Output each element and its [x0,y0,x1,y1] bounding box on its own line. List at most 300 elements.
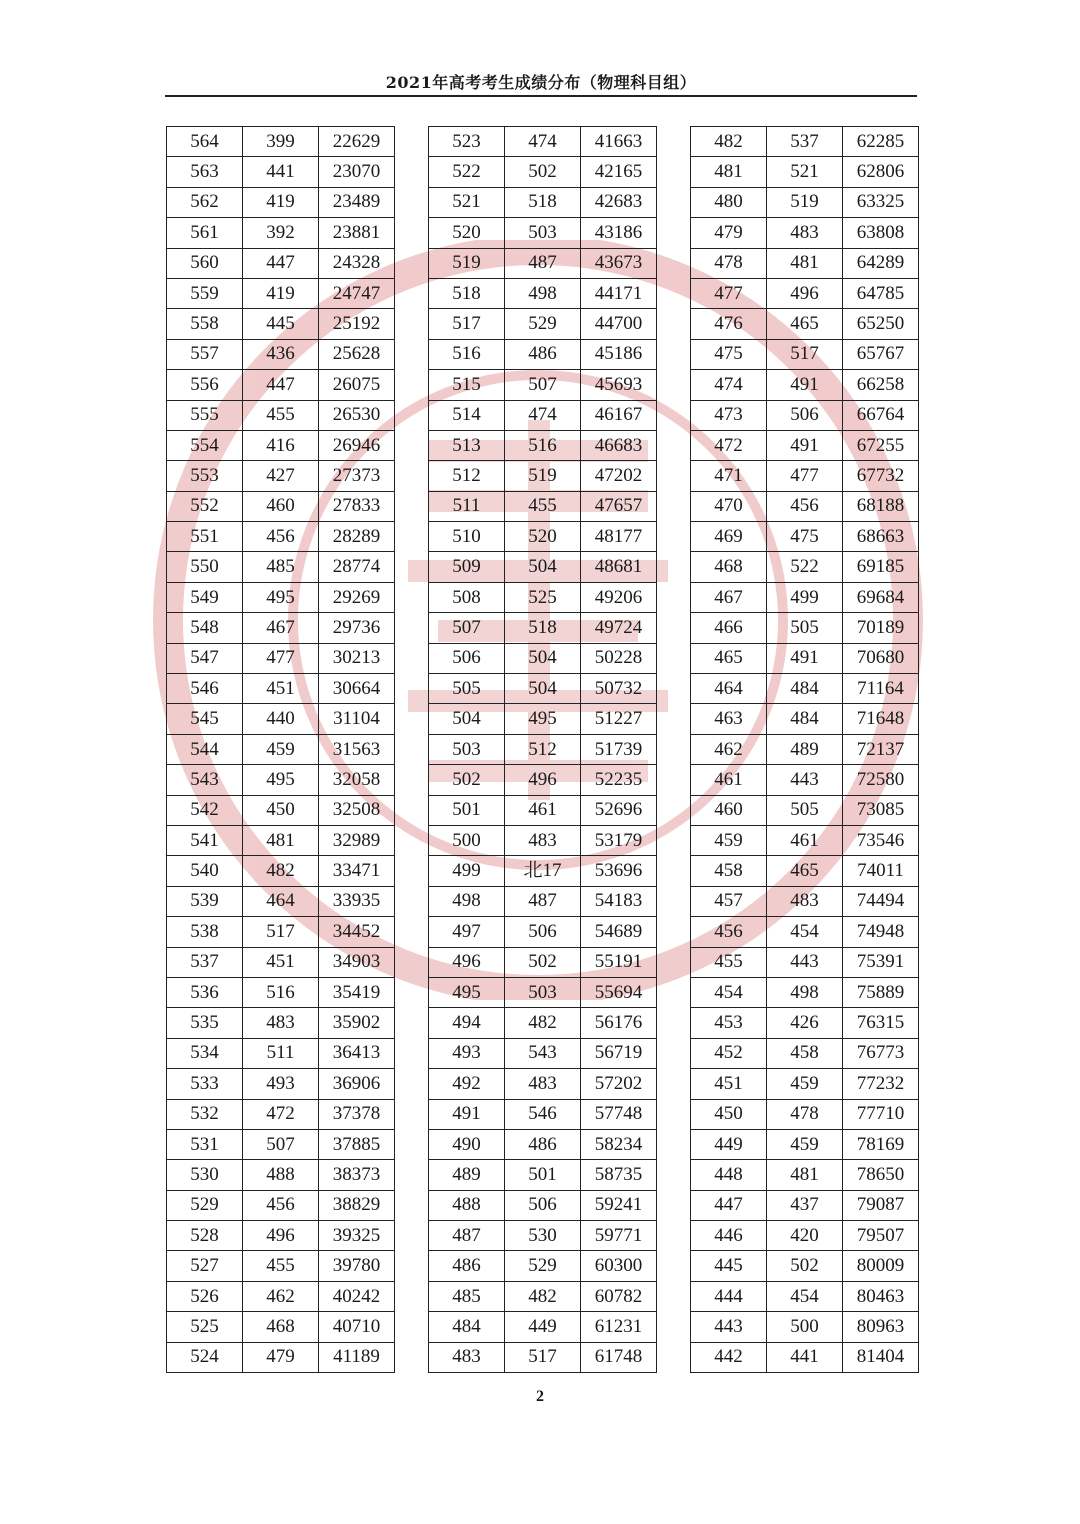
table-row [167,127,395,157]
score-cell: 561 [167,218,243,248]
score-cell: 507 [429,613,505,643]
table-row [429,643,657,673]
table-row [167,643,395,673]
score-cell: 532 [167,1099,243,1129]
count-cell: 504 [505,552,581,582]
table-row [429,765,657,795]
count-cell: 483 [505,825,581,855]
cumulative-cell: 27833 [319,491,395,521]
cumulative-cell: 38373 [319,1160,395,1190]
table-row [691,1129,919,1159]
cumulative-cell: 78169 [843,1129,919,1159]
table-row [429,522,657,552]
cumulative-cell: 26075 [319,370,395,400]
count-cell: 419 [243,278,319,308]
count-cell: 506 [505,917,581,947]
score-cell: 534 [167,1038,243,1068]
cumulative-cell: 58735 [581,1160,657,1190]
score-cell: 548 [167,613,243,643]
cumulative-cell: 22629 [319,127,395,157]
count-cell: 517 [243,917,319,947]
score-cell: 516 [429,339,505,369]
score-cell: 542 [167,795,243,825]
cumulative-cell: 60782 [581,1281,657,1311]
table-row [429,856,657,886]
cumulative-cell: 78650 [843,1160,919,1190]
table-row [429,1008,657,1038]
score-cell: 500 [429,825,505,855]
score-cell: 448 [691,1160,767,1190]
count-cell: 517 [505,1342,581,1372]
score-cell: 486 [429,1251,505,1281]
score-cell: 459 [691,825,767,855]
table-row [691,613,919,643]
count-cell: 486 [505,339,581,369]
score-cell: 538 [167,917,243,947]
score-cell: 520 [429,218,505,248]
cumulative-cell: 35902 [319,1008,395,1038]
cumulative-cell: 45186 [581,339,657,369]
cumulative-cell: 50228 [581,643,657,673]
table-row [691,886,919,916]
cumulative-cell: 79507 [843,1221,919,1251]
header-rule [165,95,917,97]
cumulative-cell: 80009 [843,1251,919,1281]
table-row [167,248,395,278]
cumulative-cell: 43673 [581,248,657,278]
table-row [167,370,395,400]
count-cell: 437 [767,1190,843,1220]
cumulative-cell: 63325 [843,187,919,217]
table-row [691,582,919,612]
score-cell: 535 [167,1008,243,1038]
cumulative-cell: 42165 [581,157,657,187]
score-cell: 536 [167,977,243,1007]
score-cell: 518 [429,278,505,308]
cumulative-cell: 75391 [843,947,919,977]
table-row [691,339,919,369]
cumulative-cell: 53696 [581,856,657,886]
count-cell: 518 [505,613,581,643]
cumulative-cell: 43186 [581,218,657,248]
table-row [429,430,657,460]
table-row [167,734,395,764]
count-cell: 517 [767,339,843,369]
table-row [167,157,395,187]
score-cell: 477 [691,278,767,308]
table-row [167,218,395,248]
score-cell: 511 [429,491,505,521]
cumulative-cell: 48177 [581,522,657,552]
table-row [429,1251,657,1281]
count-cell: 495 [505,704,581,734]
cumulative-cell: 60300 [581,1251,657,1281]
score-cell: 463 [691,704,767,734]
score-cell: 490 [429,1129,505,1159]
cumulative-cell: 56176 [581,1008,657,1038]
cumulative-cell: 72137 [843,734,919,764]
score-cell: 491 [429,1099,505,1129]
cumulative-cell: 77710 [843,1099,919,1129]
table-row [429,1069,657,1099]
count-cell: 482 [505,1281,581,1311]
count-cell: 505 [767,795,843,825]
cumulative-cell: 28289 [319,522,395,552]
cumulative-cell: 45693 [581,370,657,400]
table-row [167,613,395,643]
score-cell: 447 [691,1190,767,1220]
score-cell: 452 [691,1038,767,1068]
cumulative-cell: 34903 [319,947,395,977]
cumulative-cell: 57748 [581,1099,657,1129]
score-cell: 497 [429,917,505,947]
table-row [429,157,657,187]
cumulative-cell: 42683 [581,187,657,217]
cumulative-cell: 55191 [581,947,657,977]
score-cell: 499 [429,856,505,886]
cumulative-cell: 57202 [581,1069,657,1099]
count-cell: 455 [243,1251,319,1281]
cumulative-cell: 64289 [843,248,919,278]
page-title: 2021年高考考生成绩分布（物理科目组） [385,73,697,92]
count-cell: 487 [505,248,581,278]
table-row [691,1038,919,1068]
cumulative-cell: 31563 [319,734,395,764]
cumulative-cell: 62285 [843,127,919,157]
count-cell: 512 [505,734,581,764]
score-cell: 523 [429,127,505,157]
score-cell: 476 [691,309,767,339]
count-cell: 461 [767,825,843,855]
table-row [691,218,919,248]
table-row [429,278,657,308]
count-cell: 537 [767,127,843,157]
score-cell: 508 [429,582,505,612]
count-cell: 503 [505,218,581,248]
score-cell: 444 [691,1281,767,1311]
score-cell: 519 [429,248,505,278]
score-cell: 562 [167,187,243,217]
score-cell: 527 [167,1251,243,1281]
cumulative-cell: 70189 [843,613,919,643]
count-cell: 443 [767,947,843,977]
count-cell: 449 [505,1312,581,1342]
count-cell: 504 [505,674,581,704]
cumulative-cell: 33471 [319,856,395,886]
cumulative-cell: 61748 [581,1342,657,1372]
score-cell: 468 [691,552,767,582]
score-cell: 512 [429,461,505,491]
score-cell: 464 [691,674,767,704]
count-cell: 475 [767,522,843,552]
count-cell: 504 [505,643,581,673]
count-cell: 478 [767,1099,843,1129]
cumulative-cell: 44700 [581,309,657,339]
table-row [167,461,395,491]
score-cell: 551 [167,522,243,552]
table-row [429,309,657,339]
table-row [691,825,919,855]
cumulative-cell: 31104 [319,704,395,734]
count-cell: 506 [767,400,843,430]
count-cell: 530 [505,1221,581,1251]
score-cell: 471 [691,461,767,491]
score-cell: 485 [429,1281,505,1311]
count-cell: 456 [767,491,843,521]
table-row [691,187,919,217]
cumulative-cell: 65250 [843,309,919,339]
count-cell: 519 [767,187,843,217]
score-cell: 547 [167,643,243,673]
count-cell: 481 [767,248,843,278]
count-cell: 487 [505,886,581,916]
score-cell: 498 [429,886,505,916]
cumulative-cell: 80463 [843,1281,919,1311]
cumulative-cell: 36906 [319,1069,395,1099]
cumulative-cell: 63808 [843,218,919,248]
count-cell: 516 [243,977,319,1007]
table-row [429,886,657,916]
cumulative-cell: 53179 [581,825,657,855]
table-row [691,977,919,1007]
cumulative-cell: 23489 [319,187,395,217]
cumulative-cell: 66764 [843,400,919,430]
table-row [429,1099,657,1129]
cumulative-cell: 51227 [581,704,657,734]
count-cell: 506 [505,1190,581,1220]
score-cell: 559 [167,278,243,308]
count-cell: 502 [505,947,581,977]
table-row [691,704,919,734]
count-cell: 495 [243,582,319,612]
cumulative-cell: 49206 [581,582,657,612]
score-cell: 533 [167,1069,243,1099]
table-row [429,552,657,582]
score-table-right [690,126,919,1373]
page-number: 2 [536,1388,544,1405]
score-cell: 501 [429,795,505,825]
cumulative-cell: 40710 [319,1312,395,1342]
score-cell: 472 [691,430,767,460]
score-cell: 544 [167,734,243,764]
count-cell: 477 [767,461,843,491]
table-row [429,1160,657,1190]
cumulative-cell: 32989 [319,825,395,855]
table-row [167,977,395,1007]
table-row [167,552,395,582]
table-row [429,248,657,278]
count-cell: 519 [505,461,581,491]
score-cell: 513 [429,430,505,460]
table-row [429,1221,657,1251]
table-row [167,1190,395,1220]
score-cell: 553 [167,461,243,491]
table-row [167,1099,395,1129]
score-cell: 537 [167,947,243,977]
table-row [167,1008,395,1038]
cumulative-cell: 76773 [843,1038,919,1068]
table-row [429,1281,657,1311]
table-row [429,1038,657,1068]
score-cell: 456 [691,917,767,947]
score-cell: 563 [167,157,243,187]
cumulative-cell: 23881 [319,218,395,248]
table-row [429,400,657,430]
table-row [167,1281,395,1311]
cumulative-cell: 39780 [319,1251,395,1281]
count-cell: 483 [505,1069,581,1099]
table-row [691,1221,919,1251]
cumulative-cell: 29269 [319,582,395,612]
table-row [167,309,395,339]
table-row [691,643,919,673]
score-cell: 492 [429,1069,505,1099]
cumulative-cell: 24747 [319,278,395,308]
table-row [167,1251,395,1281]
cumulative-cell: 74948 [843,917,919,947]
count-cell: 518 [505,187,581,217]
count-cell: 481 [243,825,319,855]
table-row [429,187,657,217]
count-cell: 477 [243,643,319,673]
table-row [691,1160,919,1190]
count-cell: 525 [505,582,581,612]
score-cell: 487 [429,1221,505,1251]
score-cell: 541 [167,825,243,855]
count-cell: 483 [767,886,843,916]
table-row [167,765,395,795]
cumulative-cell: 46683 [581,430,657,460]
cumulative-cell: 52696 [581,795,657,825]
count-cell: 499 [767,582,843,612]
score-cell: 517 [429,309,505,339]
score-cell: 510 [429,522,505,552]
count-cell: 465 [767,856,843,886]
score-cell: 564 [167,127,243,157]
table-row [691,765,919,795]
count-cell: 516 [505,430,581,460]
cumulative-cell: 30664 [319,674,395,704]
cumulative-cell: 69684 [843,582,919,612]
table-row [429,370,657,400]
cumulative-cell: 50732 [581,674,657,704]
table-row [691,552,919,582]
count-cell: 529 [505,1251,581,1281]
count-cell: 491 [767,430,843,460]
score-table-left [166,126,395,1373]
count-cell: 489 [767,734,843,764]
score-table-middle [428,126,657,1373]
score-cell: 522 [429,157,505,187]
table-row [167,1038,395,1068]
count-cell: 419 [243,187,319,217]
table-row [167,1069,395,1099]
table-row [429,582,657,612]
table-row [167,947,395,977]
count-cell: 507 [243,1129,319,1159]
count-cell: 474 [505,127,581,157]
count-cell: 420 [767,1221,843,1251]
table-row [691,917,919,947]
count-cell: 392 [243,218,319,248]
score-cell: 467 [691,582,767,612]
cumulative-cell: 44171 [581,278,657,308]
table-row [429,825,657,855]
table-row [691,157,919,187]
cumulative-cell: 51739 [581,734,657,764]
count-cell: 454 [767,917,843,947]
table-row [429,977,657,1007]
cumulative-cell: 27373 [319,461,395,491]
cumulative-cell: 65767 [843,339,919,369]
cumulative-cell: 36413 [319,1038,395,1068]
count-cell: 505 [767,613,843,643]
cumulative-cell: 26530 [319,400,395,430]
score-cell: 539 [167,886,243,916]
table-row [167,795,395,825]
count-cell: 522 [767,552,843,582]
table-row [691,1008,919,1038]
cumulative-cell: 67255 [843,430,919,460]
cumulative-cell: 81404 [843,1342,919,1372]
score-cell: 461 [691,765,767,795]
score-cell: 449 [691,1129,767,1159]
count-cell: 456 [243,1190,319,1220]
score-cell: 560 [167,248,243,278]
count-cell: 443 [767,765,843,795]
table-row [167,491,395,521]
score-cell: 530 [167,1160,243,1190]
score-cell: 514 [429,400,505,430]
score-cell: 453 [691,1008,767,1038]
cumulative-cell: 28774 [319,552,395,582]
count-cell: 427 [243,461,319,491]
table-row [167,187,395,217]
score-cell: 488 [429,1190,505,1220]
count-cell: 461 [505,795,581,825]
table-row [167,1312,395,1342]
cumulative-cell: 47657 [581,491,657,521]
count-cell: 484 [767,674,843,704]
count-cell: 483 [767,218,843,248]
cumulative-cell: 41189 [319,1342,395,1372]
cumulative-cell: 55694 [581,977,657,1007]
score-cell: 502 [429,765,505,795]
count-cell: 482 [505,1008,581,1038]
cumulative-cell: 68188 [843,491,919,521]
cumulative-cell: 37885 [319,1129,395,1159]
table-row [691,674,919,704]
count-cell: 447 [243,370,319,400]
table-row [691,309,919,339]
score-cell: 484 [429,1312,505,1342]
count-cell: 546 [505,1099,581,1129]
table-row [167,582,395,612]
count-cell: 455 [243,400,319,430]
count-cell: 483 [243,1008,319,1038]
score-cell: 481 [691,157,767,187]
table-row [167,825,395,855]
cumulative-cell: 66258 [843,370,919,400]
score-cell: 524 [167,1342,243,1372]
count-cell: 485 [243,552,319,582]
score-cell: 509 [429,552,505,582]
cumulative-cell: 33935 [319,886,395,916]
count-cell: 501 [505,1160,581,1190]
table-row [429,1190,657,1220]
count-cell: 441 [767,1342,843,1372]
score-cell: 445 [691,1251,767,1281]
